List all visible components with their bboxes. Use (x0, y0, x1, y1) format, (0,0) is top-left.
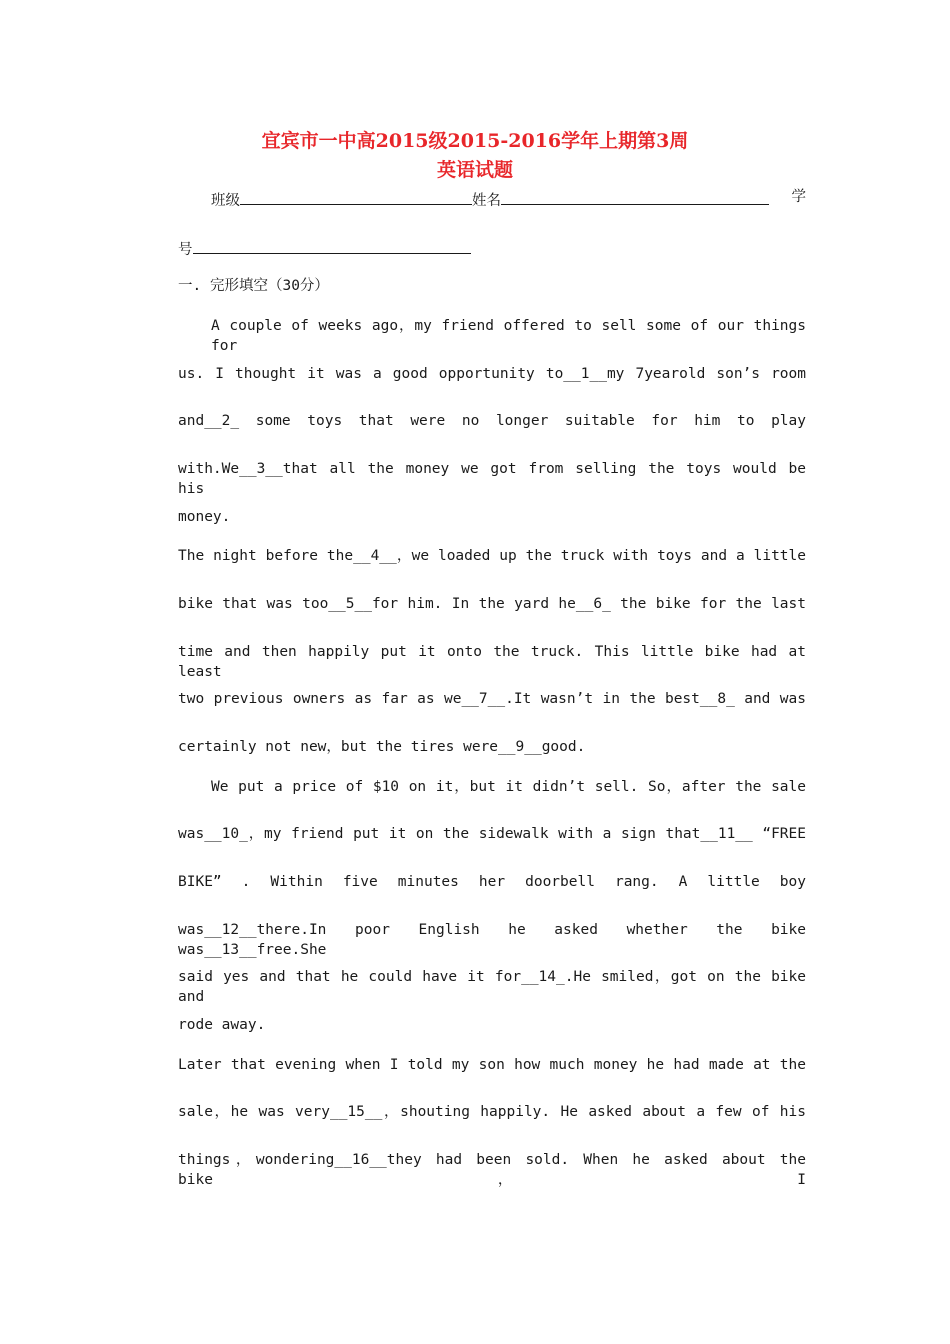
form-line (211, 187, 806, 211)
passage-line: rode away. (178, 1017, 266, 1033)
section-heading: 一. 完形填空（30分） (178, 278, 329, 294)
passage-line: We put a price of $10 on it，but it didn’t sell. So，after the sale (211, 779, 806, 795)
passage-line: with.We__3__that all the money we got from selling the toys would be his (178, 461, 806, 497)
passage-line: things，wondering__16__they had been sold. When he asked about the bike，I (178, 1152, 806, 1188)
name-label: 姓名 (472, 193, 501, 209)
passage-line: Later that evening when I told my son how much money he had made at the (178, 1057, 806, 1073)
passage-line: us. I thought it was a good opportunity to__1__my 7yearold son’s room (178, 366, 806, 382)
student-id-field[interactable] (193, 236, 471, 254)
passage-line: time and then happily put it onto the truck. This little bike had at least (178, 644, 806, 680)
document-title: 宜宾市一中高2015级2015-2016学年上期第3周 (261, 130, 689, 152)
passage-line: sale，he was very__15__，shouting happily. He asked about a few of his (178, 1104, 806, 1120)
passage-line: money. (178, 509, 231, 525)
passage-line: The night before the__4__，we loaded up the truck with toys and a little (178, 548, 806, 564)
document-subtitle: 英语试题 (436, 159, 513, 181)
passage-line: certainly not new，but the tires were__9__good. (178, 739, 586, 755)
student-id-label-part1: 学 (791, 189, 806, 205)
student-id-label-part2: 号 (178, 242, 193, 258)
passage-line: BIKE” . Within five minutes her doorbell rang. A little boy (178, 874, 806, 890)
passage-line: and__2_ some toys that were no longer suitable for him to play (178, 413, 806, 429)
passage-line: was__10_，my friend put it on the sidewalk with a sign that__11__ “FREE (178, 826, 806, 842)
form-line-2 (178, 236, 806, 260)
class-label: 班级 (211, 193, 240, 209)
passage-line: said yes and that he could have it for__14_.He smiled，got on the bike and (178, 969, 806, 1005)
passage-line: was__12__there.In poor English he asked whether the bike was__13__free.She (178, 922, 806, 958)
passage-line: two previous owners as far as we__7__.It wasn’t in the best__8_ and was (178, 691, 806, 707)
passage-line: bike that was too__5__for him. In the yard he__6_ the bike for the last (178, 596, 806, 612)
name-field[interactable] (501, 187, 769, 205)
class-field[interactable] (240, 187, 472, 205)
passage-line: A couple of weeks ago，my friend offered to sell some of our things for (211, 318, 806, 354)
